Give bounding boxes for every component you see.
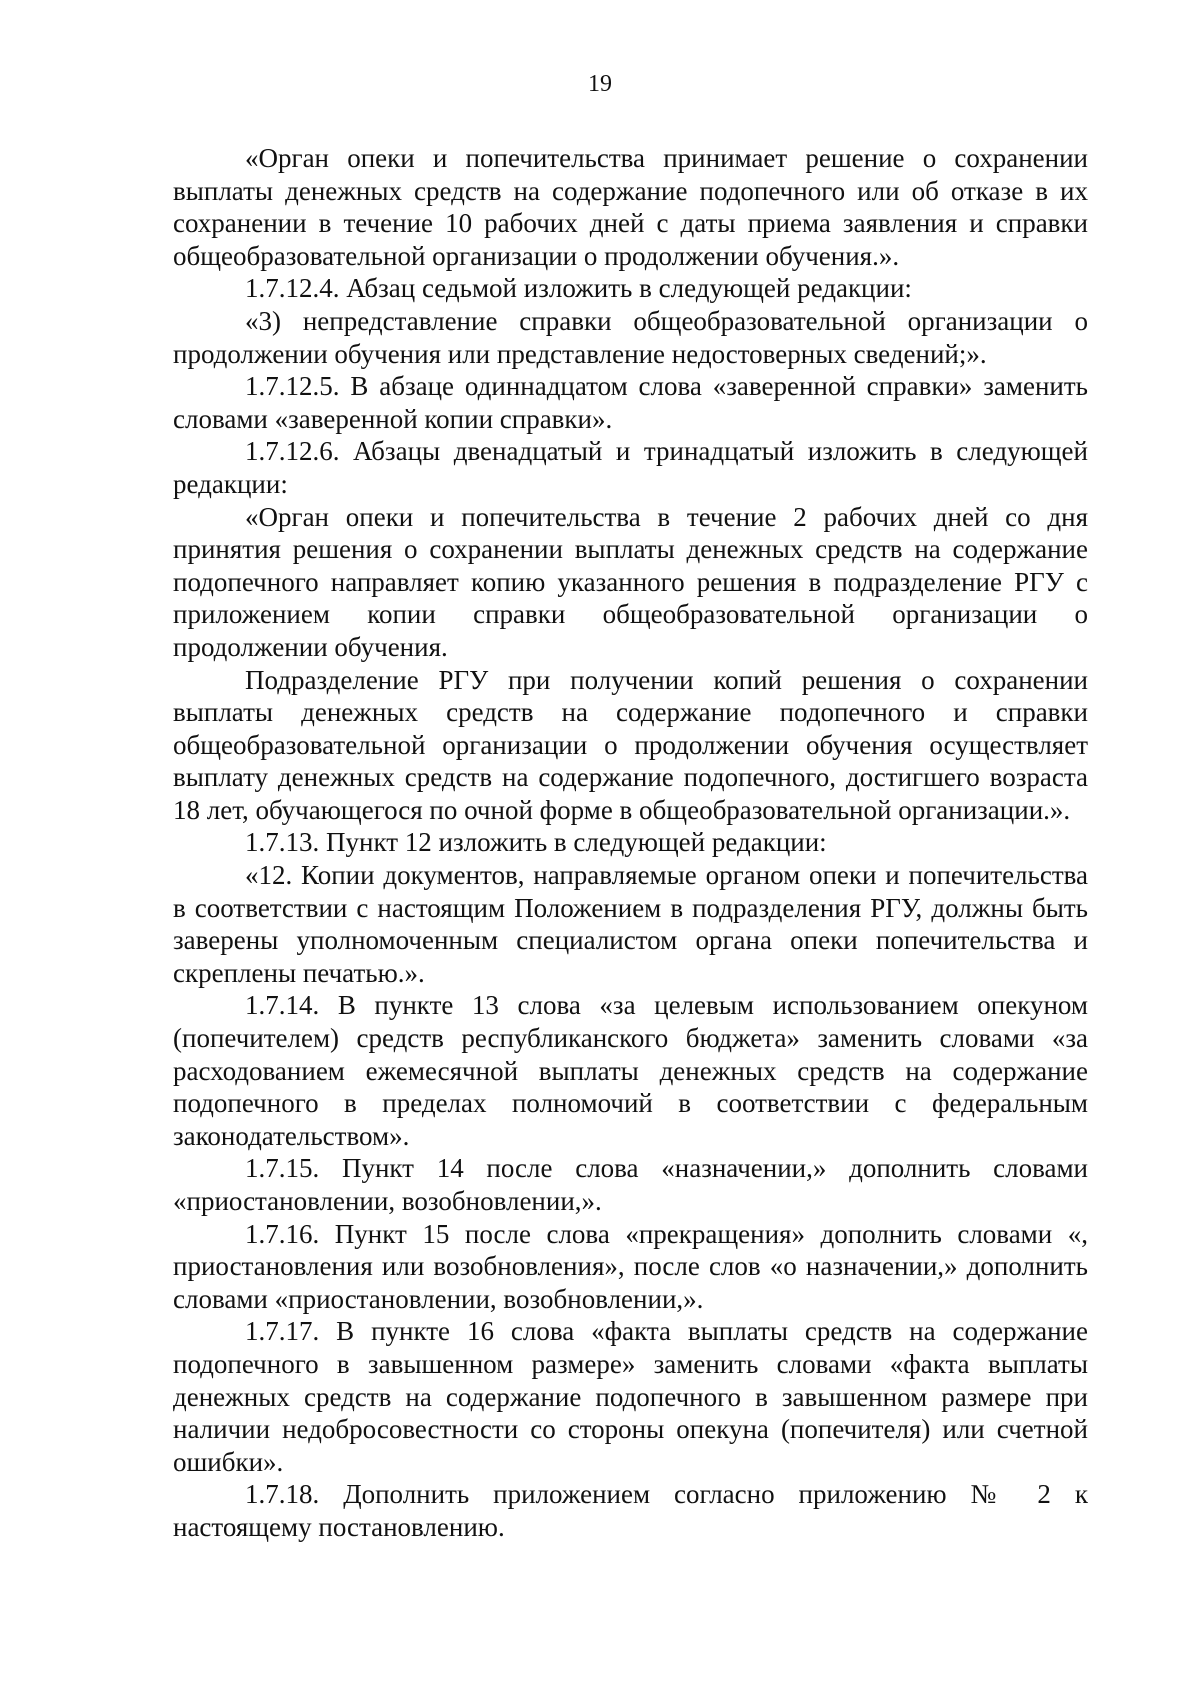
document-body <box>173 142 1088 1544</box>
paragraph-item-3: «3) непредставление справки общеобразовательной организации о продолжении обучения или представление недостоверных сведений;». <box>173 305 1088 369</box>
paragraph-decision-term: «Орган опеки и попечительства принимает решение о сохранении выплаты денежных средств на содержание подопечного или об отказе в их сохранении в течение 10 рабочих дней с даты приема заявления и справки общеобразовательной организации о продолжении обучения.». <box>173 143 1088 271</box>
paragraph-1-7-18: 1.7.18. Дополнить приложением согласно приложению № 2 к настоящему постановлению. <box>173 1479 1088 1542</box>
paragraph-1-7-16: 1.7.16. Пункт 15 после слова «прекращения» дополнить словами «, приостановления или возобновления», после слов «о назначении,» дополнить словами «приостановлении, возобновлении,». <box>173 1218 1088 1314</box>
paragraph-1-7-12-6: 1.7.12.6. Абзацы двенадцатый и тринадцатый изложить в следующей редакции: <box>173 436 1088 499</box>
paragraph-guardianship-body: «Орган опеки и попечительства в течение 2 рабочих дней со дня принятия решения о сохранении выплаты денежных средств на содержание подопечного направляет копию указанного решения в подразделение РГУ с приложением копии справки общеобразовательной организации о продолжении обучения. <box>173 501 1088 662</box>
paragraph-1-7-12-4: 1.7.12.4. Абзац седьмой изложить в следующей редакции: <box>245 273 912 304</box>
paragraph-1-7-17: 1.7.17. В пункте 16 слова «факта выплаты средств на содержание подопечного в завышенном размере» заменить словами «факта выплаты денежных средств на содержание подопечного в завышенном размере при наличии недобросовестности со стороны опекуна (попечителя) или счетной ошибки». <box>173 1316 1088 1477</box>
paragraph-1-7-15: 1.7.15. Пункт 14 после слова «назначении,» дополнить словами «приостановлении, возобновлении,». <box>173 1153 1088 1216</box>
paragraph-1-7-12-5: 1.7.12.5. В абзаце одиннадцатом слова «заверенной справки» заменить словами «заверенной копии справки». <box>173 371 1088 434</box>
page-number: 19 <box>588 71 612 97</box>
paragraph-rgu-division: Подразделение РГУ при получении копий решения о сохранении выплаты денежных средств на содержание подопечного и справки общеобразовательной организации о продолжении обучения осуществляет выплату денежных средств на содержание подопечного, достигшего возраста 18 лет, обучающегося по очной форме в общеобразовательной организации.». <box>173 664 1088 825</box>
paragraph-1-7-14: 1.7.14. В пункте 13 слова «за целевым использованием опекуном (попечителем) средств республиканского бюджета» заменить словами «за расходованием ежемесячной выплаты денежных средств на содержание подопечного в пределах полномочий в соответствии с федеральным законодательством». <box>173 990 1088 1151</box>
paragraph-item-12: «12. Копии документов, направляемые органом опеки и попечительства в соответствии с настоящим Положением в подразделения РГУ, должны быть заверены уполномоченным специалистом органа опеки попечительства и скреплены печатью.». <box>173 860 1088 988</box>
paragraph-1-7-13: 1.7.13. Пункт 12 изложить в следующей редакции: <box>245 827 827 858</box>
